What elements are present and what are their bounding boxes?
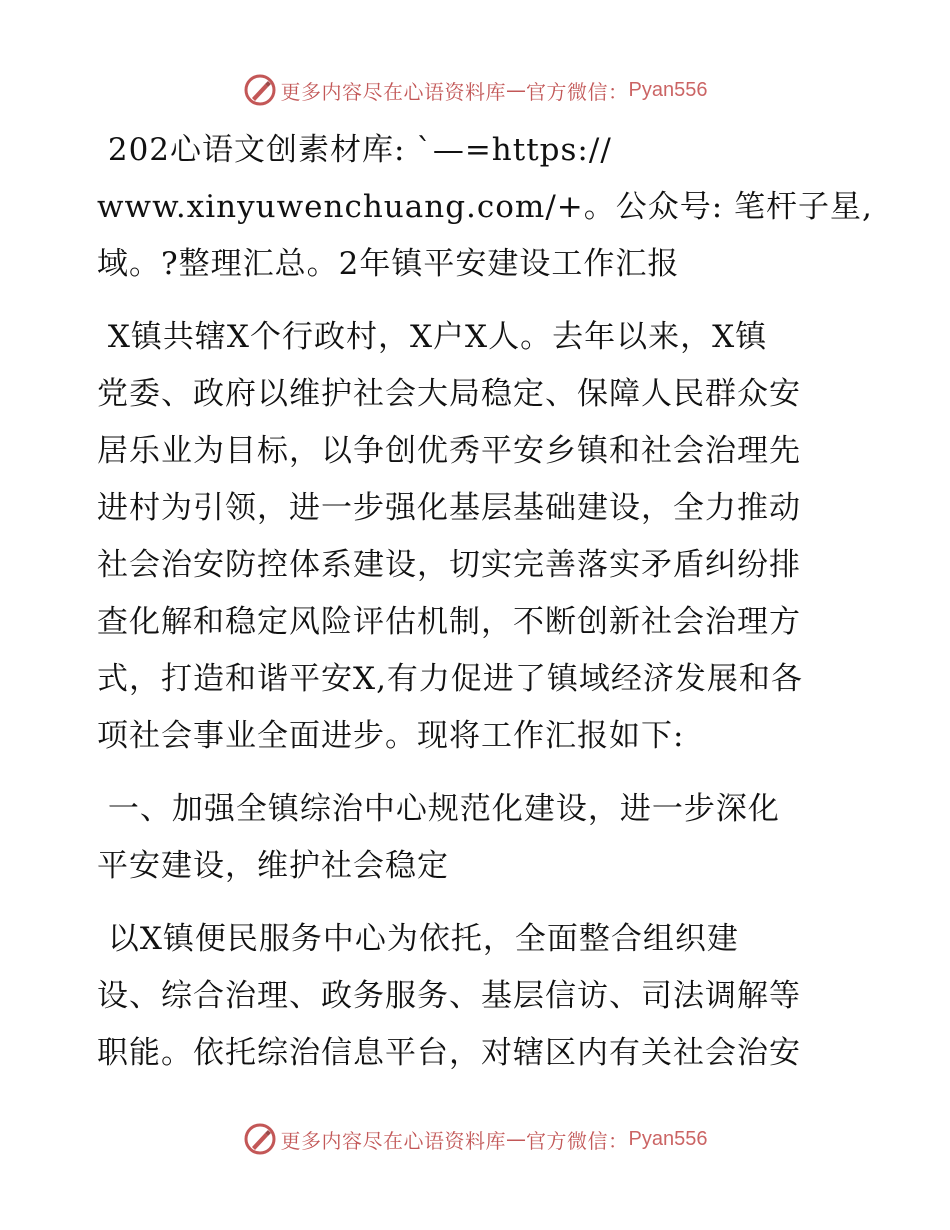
paragraph-intro — [97, 309, 867, 765]
watermark-wechat-id: Pyan556 — [628, 1127, 708, 1150]
text-line: 党委、政府以维护社会大局稳定、保障人民群众安 — [97, 376, 801, 412]
section-heading — [97, 781, 867, 895]
text-line: 平安建设，维护社会稳定 — [97, 848, 449, 884]
watermark-separator: — — [506, 1127, 527, 1151]
text-line: 查化解和稳定风险评估机制，不断创新社会治理方 — [97, 604, 801, 640]
watermark-text: 更多内容尽在心语资料库 — [280, 79, 507, 104]
text-line: 进村为引领，进一步强化基层基础建设，全力推动 — [97, 490, 801, 526]
text-line: 居乐业为目标，以争创优秀平安乡镇和社会治理先 — [97, 433, 801, 469]
watermark-separator: — — [506, 78, 527, 102]
pen-logo-icon — [243, 1122, 277, 1156]
pen-logo-icon — [243, 73, 277, 107]
text-line: 202心语文创素材库: `—=https:// — [97, 132, 612, 168]
text-line: 设、综合治理、政务服务、基层信访、司法调解等 — [97, 978, 801, 1014]
watermark-banner-top — [0, 70, 950, 110]
text-line: 一、加强全镇综治中心规范化建设，进一步深化 — [97, 791, 780, 827]
text-line: 职能。依托综治信息平台，对辖区内有关社会治安 — [97, 1035, 801, 1071]
watermark-wechat-label: 官方微信： — [526, 79, 629, 104]
text-line: www.xinyuwenchuang.com/+。公众号: 笔杆子星, — [97, 189, 873, 225]
watermark-wechat-id: Pyan556 — [628, 78, 708, 101]
text-line: X镇共辖X个行政村，X户X人。去年以来，X镇 — [97, 319, 768, 355]
watermark-banner-bottom — [0, 1119, 950, 1159]
paragraph-header — [97, 122, 873, 293]
text-line: 式，打造和谐平安X,有力促进了镇域经济发展和各 — [97, 661, 803, 697]
watermark-text: 更多内容尽在心语资料库 — [280, 1128, 507, 1153]
text-line: 社会治安防控体系建设，切实完善落实矛盾纠纷排 — [97, 547, 801, 583]
text-line: 以X镇便民服务中心为依托，全面整合组织建 — [97, 921, 739, 957]
document-body — [97, 122, 873, 1082]
paragraph-body — [97, 911, 867, 1082]
text-line: 项社会事业全面进步。现将工作汇报如下: — [97, 718, 685, 754]
text-line: 域。?整理汇总。2年镇平安建设工作汇报 — [97, 246, 680, 282]
watermark-wechat-label: 官方微信： — [526, 1128, 629, 1153]
